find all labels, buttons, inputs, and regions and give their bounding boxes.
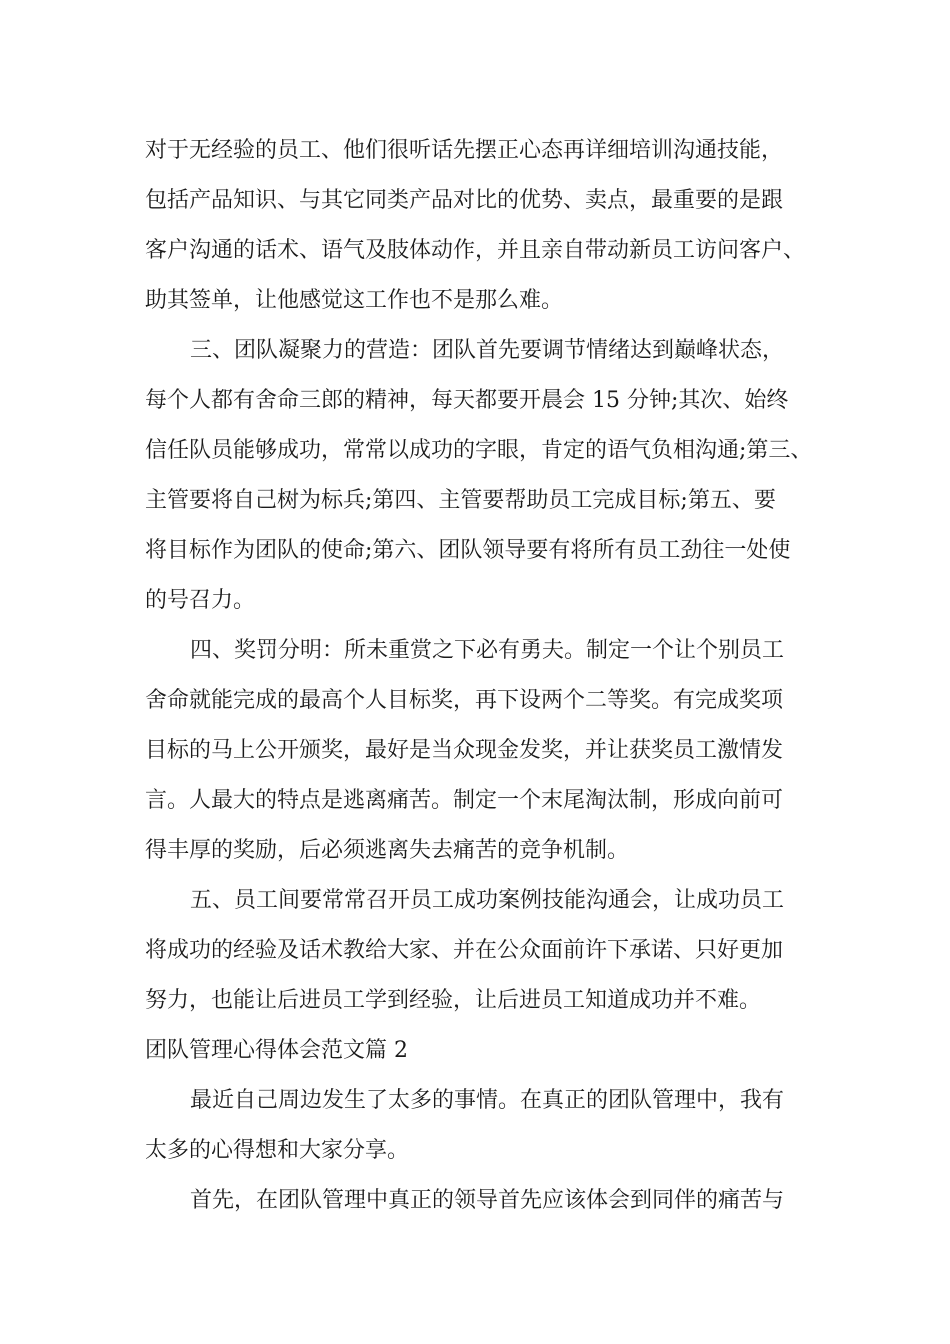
- section-heading: 团队管理心得体会范文篇 2: [145, 1038, 408, 1063]
- body-text-line: 得丰厚的奖励，后必须逃离失去痛苦的竞争机制。: [145, 838, 630, 863]
- body-text-line: 信任队员能够成功，常常以成功的字眼，肯定的语气负相沟通;第三、: [145, 438, 813, 463]
- body-text-line: 太多的心得想和大家分享。: [145, 1138, 410, 1163]
- body-text-line: 将成功的经验及话术教给大家、并在公众面前许下承诺、只好更加: [145, 938, 784, 963]
- body-text-line: 努力，也能让后进员工学到经验，让后进员工知道成功并不难。: [145, 988, 762, 1013]
- paragraph-three-start: 三、团队凝聚力的营造：团队首先要调节情绪达到巅峰状态，: [190, 338, 785, 363]
- paragraph-intro-start: 最近自己周边发生了太多的事情。在真正的团队管理中，我有: [190, 1088, 785, 1113]
- body-text-line: 目标的马上公开颁奖，最好是当众现金发奖，并让获奖员工激情发: [145, 738, 784, 763]
- body-text-line: 每个人都有舍命三郎的精神，每天都要开晨会 15 分钟;其次、始终: [145, 388, 789, 413]
- paragraph-five-start: 五、员工间要常常召开员工成功案例技能沟通会，让成功员工: [190, 888, 785, 913]
- body-text-line: 言。人最大的特点是逃离痛苦。制定一个末尾淘汰制，形成向前可: [145, 788, 784, 813]
- body-text-line: 包括产品知识、与其它同类产品对比的优势、卖点，最重要的是跟: [145, 188, 784, 213]
- body-text-line: 客户沟通的话术、语气及肢体动作，并且亲自带动新员工访问客户、: [145, 238, 806, 263]
- body-text-line: 将目标作为团队的使命;第六、团队领导要有将所有员工劲往一处使: [145, 538, 791, 563]
- body-text-line: 主管要将自己树为标兵;第四、主管要帮助员工完成目标;第五、要: [145, 488, 776, 513]
- body-text-line: 对于无经验的员工、他们很听话先摆正心态再详细培训沟通技能，: [145, 138, 784, 163]
- paragraph-four-start: 四、奖罚分明：所未重赏之下必有勇夫。制定一个让个别员工: [190, 638, 785, 663]
- paragraph-first-start: 首先，在团队管理中真正的领导首先应该体会到同伴的痛苦与: [190, 1188, 785, 1213]
- body-text-line: 舍命就能完成的最高个人目标奖，再下设两个二等奖。有完成奖项: [145, 688, 784, 713]
- body-text-line: 的号召力。: [145, 588, 256, 613]
- body-text-line: 助其签单，让他感觉这工作也不是那么难。: [145, 288, 564, 313]
